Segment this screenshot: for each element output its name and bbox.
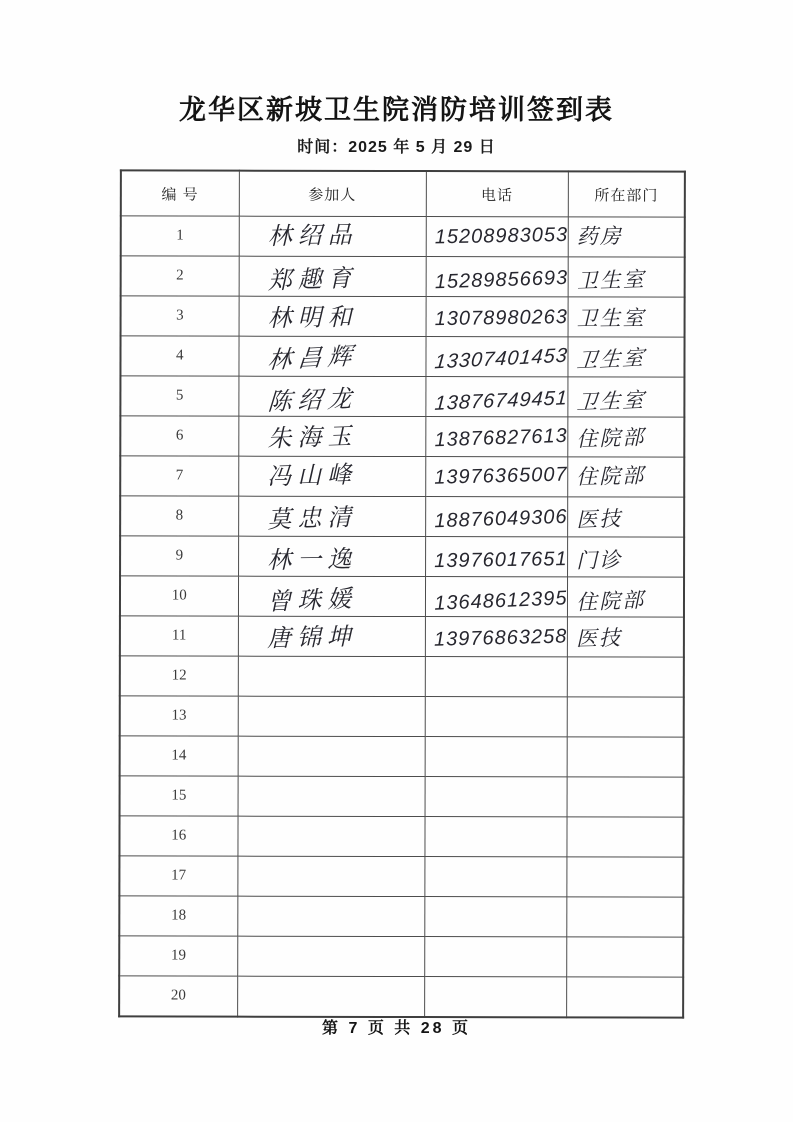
row-number: 9 [175,547,184,564]
participant-signature: 朱海玉 [266,422,358,453]
department-handwriting: 门诊 [575,548,623,573]
participant-signature: 林绍品 [266,221,358,250]
row-number-cell [120,376,238,416]
row-number: 7 [175,467,184,484]
row-number-cell [119,936,237,976]
phone-handwriting: 13976017651 [433,548,568,573]
row-number: 2 [176,267,184,284]
row-number: 4 [175,347,184,364]
row-number-cell [120,336,238,376]
department-cell [567,817,684,857]
table-row [120,336,684,377]
phone-handwriting: 13876827613 [433,424,568,452]
row-number-cell [120,456,238,496]
participant-name-cell [239,216,426,256]
phone-handwriting: 13648612395 [433,587,568,615]
phone-handwriting: 18876049306 [433,505,568,533]
row-number: 1 [176,227,184,244]
participant-name-cell [237,936,424,976]
phone-handwriting: 13876749451 [433,387,569,415]
table-row [119,936,683,977]
phone-cell [425,337,567,377]
table-row [119,896,683,937]
row-number-cell [119,856,237,896]
header-number: 编 号 [121,170,239,216]
row-number: 14 [171,747,187,764]
row-number-cell [119,896,237,936]
row-number-cell [121,256,239,296]
row-number-cell [120,536,238,576]
department-cell [567,857,684,897]
page-number-footer: 第 7 页 共 28 页 [322,1020,471,1037]
department-handwriting: 卫生室 [576,267,647,293]
sign-in-table [118,169,686,1018]
department-cell [568,377,685,417]
row-number-cell [120,496,238,536]
phone-cell [424,817,566,857]
phone-cell [425,497,567,537]
phone-handwriting: 13976365007 [433,463,568,489]
row-number: 3 [176,307,184,324]
department-cell [567,657,684,697]
row-number-cell [120,656,238,696]
phone-cell [425,417,567,457]
row-number-cell [120,616,238,656]
participant-name-cell [238,416,425,456]
phone-cell [424,977,566,1018]
participant-name-cell [238,456,425,496]
phone-cell [425,777,567,817]
row-number: 6 [175,427,184,444]
participant-signature: 郑趣育 [266,264,358,295]
table-row [121,216,685,257]
phone-cell [425,577,567,617]
participant-name-cell [238,776,425,816]
row-number-cell [121,296,239,336]
department-cell [568,257,685,297]
department-cell [567,697,684,737]
department-cell [567,617,684,657]
row-number: 5 [175,387,184,404]
row-number-cell [120,416,238,456]
participant-name-cell [238,696,425,736]
phone-cell [425,657,567,697]
participant-name-cell [238,616,425,656]
participant-name-cell [237,896,424,936]
department-handwriting: 卫生室 [575,388,647,415]
table-row [120,456,684,497]
row-number: 11 [171,627,187,644]
phone-cell [426,217,568,257]
department-handwriting: 药房 [576,224,623,249]
row-number: 15 [171,787,187,804]
phone-handwriting: 13976863258 [433,625,568,651]
row-number-cell [119,816,237,856]
participant-signature: 林一逸 [266,545,357,574]
department-handwriting: 医技 [575,507,623,532]
page-title: 龙华区新坡卫生院消防培训签到表 [179,95,614,125]
participant-name-cell [239,256,426,296]
phone-cell [425,737,567,777]
row-number-cell [120,776,238,816]
department-cell [567,777,684,817]
table-body [119,216,685,1018]
table-row [119,856,683,897]
header-phone: 电话 [426,171,568,217]
table-row [120,496,684,537]
table-row [120,376,684,417]
row-number: 18 [171,907,187,924]
phone-cell [426,257,568,297]
table-row [120,576,684,617]
participant-name-cell [238,656,425,696]
department-handwriting: 住院部 [575,425,646,451]
row-number-cell [120,736,238,776]
phone-cell [425,617,567,657]
phone-cell [425,377,567,417]
table-row [120,656,684,697]
department-cell [568,417,685,457]
participant-name-cell [239,296,426,336]
phone-cell [425,697,567,737]
department-cell [567,497,684,537]
phone-cell [425,457,567,497]
row-number: 16 [171,827,187,844]
table-row [120,736,684,777]
row-number: 13 [171,707,187,724]
participant-signature: 林昌辉 [266,342,359,374]
row-number-cell [121,216,239,256]
participant-name-cell [238,376,425,416]
header-participant: 参加人 [239,171,426,217]
row-number: 10 [171,587,187,604]
row-number: 17 [171,867,187,884]
table-header [121,170,685,217]
participant-name-cell [238,496,425,536]
table-row [120,536,684,577]
department-cell [566,977,683,1018]
participant-signature: 莫忠清 [266,503,358,534]
participant-name-cell [238,536,425,576]
department-cell [567,537,684,577]
row-number: 12 [171,667,187,684]
department-cell [568,297,685,337]
participant-signature: 冯山峰 [266,460,358,491]
department-cell [568,457,685,497]
row-number: 20 [170,987,186,1004]
phone-cell [425,537,567,577]
phone-cell [424,937,566,977]
participant-name-cell [238,576,425,616]
table-row [119,816,683,857]
date-line: 时间：2025 年 5 月 29 日 [297,139,496,156]
department-cell [567,897,684,937]
department-cell [567,937,684,977]
participant-name-cell [237,856,424,896]
row-number: 19 [170,947,187,964]
department-handwriting: 卫生室 [576,306,646,331]
department-cell [568,337,685,377]
participant-signature: 唐锦坤 [266,622,357,653]
row-number-cell [120,696,238,736]
participant-name-cell [237,976,424,1017]
department-cell [567,577,684,617]
table-row [121,256,685,297]
table-row [119,976,683,1018]
table-row [120,416,684,457]
department-cell [568,217,685,257]
row-number: 8 [175,507,184,524]
participant-name-cell [237,816,424,856]
department-handwriting: 住院部 [575,464,646,489]
row-number-cell [120,576,238,616]
row-number-cell [119,976,237,1017]
table-row [121,296,685,337]
participant-signature: 曾珠媛 [266,584,358,616]
phone-cell [424,897,566,937]
participant-name-cell [238,336,425,376]
participant-name-cell [238,736,425,776]
participant-signature: 陈绍龙 [266,384,358,416]
phone-handwriting: 15208983053 [434,223,568,249]
phone-handwriting: 15289856693 [433,266,568,294]
participant-signature: 林明和 [266,303,358,332]
department-handwriting: 医技 [575,626,623,651]
phone-cell [424,857,566,897]
phone-handwriting: 13307401453 [433,344,569,374]
phone-cell [426,297,568,337]
table-row [120,616,684,657]
phone-handwriting: 13078980263 [433,306,568,331]
department-handwriting: 卫生室 [575,345,647,373]
table-row [120,696,684,737]
department-cell [567,737,684,777]
department-handwriting: 住院部 [575,588,646,615]
header-department: 所在部门 [568,171,685,217]
table-row [120,776,684,817]
